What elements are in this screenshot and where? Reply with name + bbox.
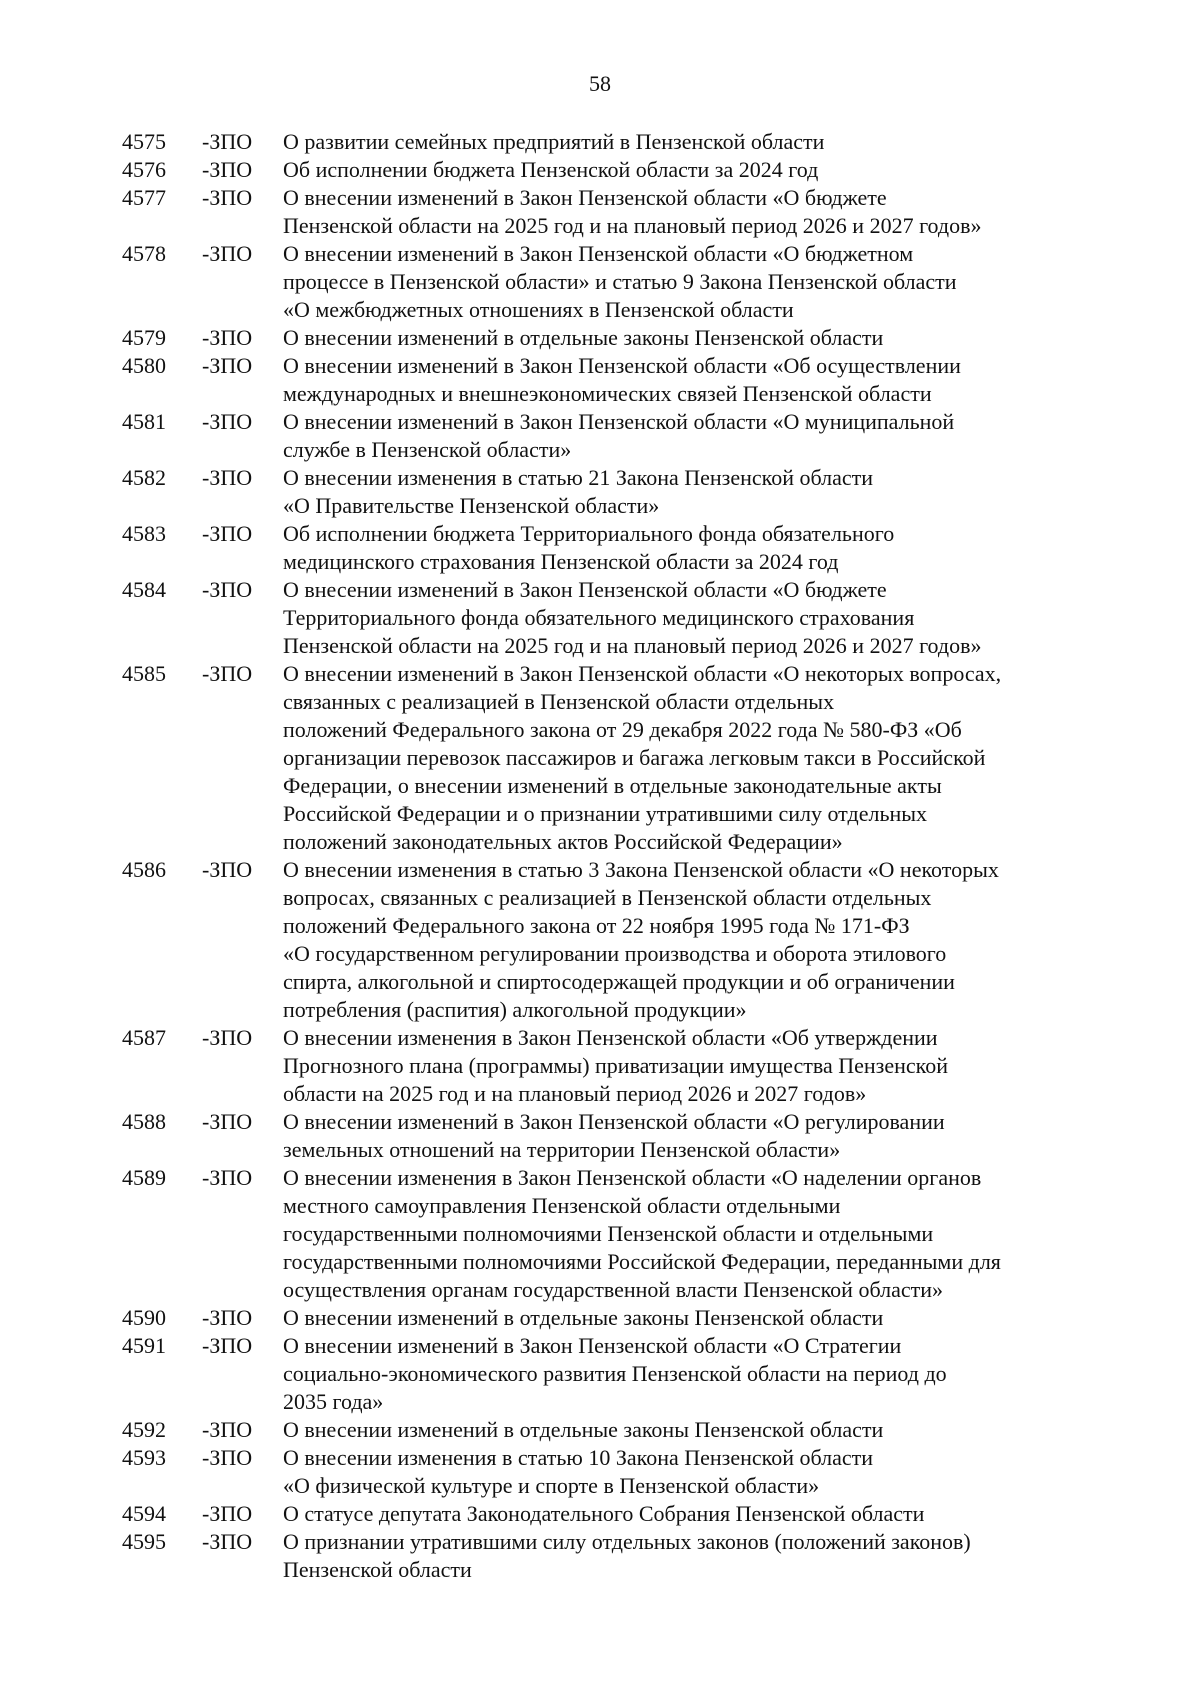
law-number: 4578 [122,241,166,266]
law-title [283,1444,1083,1500]
law-suffix: -ЗПО [202,661,253,686]
law-title [283,128,1083,156]
law-title-line: О внесении изменений в Закон Пензенской области «О Стратегии [283,1333,902,1358]
law-title [283,1500,1083,1528]
law-number: 4590 [122,1305,166,1330]
law-title-line: связанных с реализацией в Пензенской области отдельных [283,689,835,714]
law-suffix: -ЗПО [202,325,253,350]
law-entry [0,856,1200,1024]
law-entry [0,1304,1200,1332]
law-suffix: -ЗПО [202,185,253,210]
law-entry [0,1500,1200,1528]
law-suffix: -ЗПО [202,857,253,882]
law-title-line: О статусе депутата Законодательного Собрания Пензенской области [283,1501,925,1526]
law-entry [0,576,1200,660]
law-title-line: О внесении изменений в Закон Пензенской области «О некоторых вопросах, [283,661,1002,686]
law-suffix: -ЗПО [202,129,253,154]
law-entry [0,324,1200,352]
law-entry [0,184,1200,240]
law-entry [0,156,1200,184]
law-title [283,1416,1083,1444]
law-title-line: О внесении изменения в Закон Пензенской области «О наделении органов [283,1165,982,1190]
law-title-line: «О Правительстве Пензенской области» [283,493,660,518]
law-number: 4577 [122,185,166,210]
law-title-line: Прогнозного плана (программы) приватизации имущества Пензенской [283,1053,948,1078]
law-title-line: «О государственном регулировании производства и оборота этилового [283,941,947,966]
law-title [283,576,1083,660]
law-suffix: -ЗПО [202,465,253,490]
law-entry [0,464,1200,520]
law-title-line: О внесении изменений в Закон Пензенской области «О регулировании [283,1109,945,1134]
law-title-line: осуществления органам государственной власти Пензенской области» [283,1277,943,1302]
law-title-line: положений Федерального закона от 29 декабря 2022 года № 580-ФЗ «Об [283,717,962,742]
law-suffix: -ЗПО [202,1109,253,1134]
law-number: 4584 [122,577,166,602]
law-number: 4595 [122,1529,166,1554]
law-title-line: положений законодательных актов Российской Федерации» [283,829,843,854]
law-title-line: Пензенской области [283,1557,472,1582]
law-suffix: -ЗПО [202,1417,253,1442]
law-title [283,184,1083,240]
law-suffix: -ЗПО [202,1529,253,1554]
law-title-line: О внесении изменений в отдельные законы Пензенской области [283,1417,884,1442]
law-title-line: Об исполнении бюджета Территориального фонда обязательного [283,521,895,546]
law-title [283,1304,1083,1332]
law-suffix: -ЗПО [202,1305,253,1330]
law-number: 4586 [122,857,166,882]
law-title-line: Федерации, о внесении изменений в отдельные законодательные акты [283,773,942,798]
law-title-line: О внесении изменений в отдельные законы Пензенской области [283,1305,884,1330]
law-title-line: социально-экономического развития Пензенской области на период до [283,1361,947,1386]
law-title [283,1528,1083,1584]
law-title-line: О внесении изменений в Закон Пензенской области «О бюджете [283,185,887,210]
law-title-line: положений Федерального закона от 22 ноября 1995 года № 171-ФЗ [283,913,910,938]
law-entry [0,1024,1200,1108]
law-suffix: -ЗПО [202,1165,253,1190]
law-suffix: -ЗПО [202,1025,253,1050]
law-entry [0,128,1200,156]
law-number: 4588 [122,1109,166,1134]
law-suffix: -ЗПО [202,157,253,182]
law-title [283,660,1083,856]
law-title-line: государственными полномочиями Пензенской области и отдельными [283,1221,934,1246]
law-title [283,352,1083,408]
law-suffix: -ЗПО [202,1333,253,1358]
law-title-line: Об исполнении бюджета Пензенской области за 2024 год [283,157,819,182]
law-title-line: Пензенской области на 2025 год и на плановый период 2026 и 2027 годов» [283,213,982,238]
law-title-line: О внесении изменения в Закон Пензенской области «Об утверждении [283,1025,938,1050]
law-title-line: местного самоуправления Пензенской области отдельными [283,1193,841,1218]
law-number: 4581 [122,409,166,434]
law-title-line: 2035 года» [283,1389,384,1414]
law-number: 4582 [122,465,166,490]
law-number: 4594 [122,1501,166,1526]
law-title-line: О развитии семейных предприятий в Пензенской области [283,129,825,154]
law-title-line: О внесении изменений в Закон Пензенской области «О муниципальной [283,409,955,434]
law-title-line: области на 2025 год и на плановый период 2026 и 2027 годов» [283,1081,867,1106]
law-title-line: О признании утратившими силу отдельных законов (положений законов) [283,1529,971,1554]
law-number: 4575 [122,129,166,154]
law-title [283,520,1083,576]
law-title-line: Российской Федерации и о признании утратившими силу отдельных [283,801,928,826]
law-title-line: Пензенской области на 2025 год и на плановый период 2026 и 2027 годов» [283,633,982,658]
law-suffix: -ЗПО [202,409,253,434]
law-number: 4579 [122,325,166,350]
law-suffix: -ЗПО [202,241,253,266]
law-suffix: -ЗПО [202,1445,253,1470]
law-suffix: -ЗПО [202,353,253,378]
law-title-line: О внесении изменения в статью 3 Закона Пензенской области «О некоторых [283,857,999,882]
law-title [283,1332,1083,1416]
law-title [283,240,1083,324]
law-suffix: -ЗПО [202,577,253,602]
law-title-line: О внесении изменений в Закон Пензенской области «О бюджетном [283,241,914,266]
law-number: 4589 [122,1165,166,1190]
law-number: 4593 [122,1445,166,1470]
law-entry [0,1528,1200,1584]
law-title [283,1024,1083,1108]
law-title-line: вопросах, связанных с реализацией в Пензенской области отдельных [283,885,932,910]
law-title-line: О внесении изменения в статью 21 Закона Пензенской области [283,465,874,490]
law-entry [0,1416,1200,1444]
law-title-line: «О межбюджетных отношениях в Пензенской области [283,297,794,322]
law-entry [0,1332,1200,1416]
law-list [0,128,1200,1584]
law-title-line: Территориального фонда обязательного медицинского страхования [283,605,915,630]
law-suffix: -ЗПО [202,521,253,546]
law-title-line: государственными полномочиями Российской Федерации, переданными для [283,1249,1001,1274]
law-number: 4583 [122,521,166,546]
law-number: 4580 [122,353,166,378]
law-entry [0,1164,1200,1304]
law-title [283,1108,1083,1164]
law-suffix: -ЗПО [202,1501,253,1526]
law-title-line: службе в Пензенской области» [283,437,572,462]
law-title [283,856,1083,1024]
law-number: 4585 [122,661,166,686]
law-title [283,408,1083,464]
law-title-line: О внесении изменений в Закон Пензенской области «О бюджете [283,577,887,602]
law-title [283,464,1083,520]
law-title-line: земельных отношений на территории Пензенской области» [283,1137,841,1162]
law-title-line: международных и внешнеэкономических связей Пензенской области [283,381,932,406]
law-entry [0,352,1200,408]
law-title-line: О внесении изменения в статью 10 Закона Пензенской области [283,1445,874,1470]
page-number: 58 [589,71,611,96]
law-entry [0,1108,1200,1164]
law-entry [0,1444,1200,1500]
law-entry [0,660,1200,856]
law-number: 4592 [122,1417,166,1442]
law-entry [0,408,1200,464]
law-title-line: процессе в Пензенской области» и статью 9 Закона Пензенской области [283,269,957,294]
law-title [283,156,1083,184]
law-number: 4591 [122,1333,166,1358]
law-title-line: О внесении изменений в Закон Пензенской области «Об осуществлении [283,353,961,378]
law-title-line: О внесении изменений в отдельные законы Пензенской области [283,325,884,350]
law-title-line: спирта, алкогольной и спиртосодержащей продукции и об ограничении [283,969,955,994]
law-title [283,324,1083,352]
law-number: 4576 [122,157,166,182]
law-title-line: «О физической культуре и спорте в Пензенской области» [283,1473,820,1498]
law-title-line: потребления (распития) алкогольной продукции» [283,997,747,1022]
law-title-line: медицинского страхования Пензенской области за 2024 год [283,549,839,574]
law-title-line: организации перевозок пассажиров и багажа легковым такси в Российской [283,745,986,770]
law-title [283,1164,1083,1304]
law-entry [0,520,1200,576]
law-entry [0,240,1200,324]
law-number: 4587 [122,1025,166,1050]
